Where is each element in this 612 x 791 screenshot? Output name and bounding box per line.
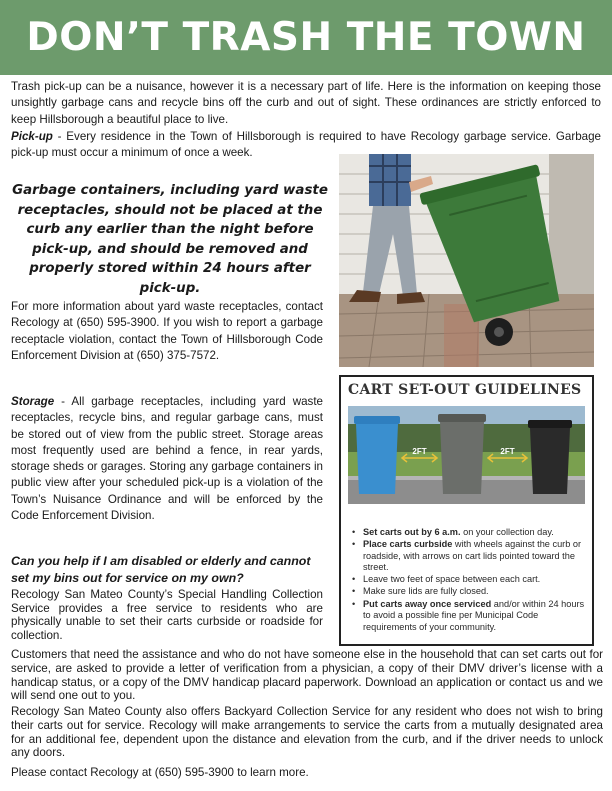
compost-cart-lid [438, 414, 486, 422]
special-handling-paragraph: Recology San Mateo County’s Special Handling Collection Service provides a free service to residents who are physically unable to set their carts curbside or roadside for collection. [11, 588, 323, 642]
callout-text: Garbage containers, including yard waste receptacles, should not be placed at the curb any earlier than the night before pick-up, and should be removed and properly stored within 24 hours after pick-up. [12, 183, 328, 296]
cart-spacing-illustration [348, 406, 585, 504]
guidelines-title: CART SET-OUT GUIDELINES [348, 382, 582, 398]
spacing-label-right: 2FT [500, 447, 515, 456]
wheelie-bin-photo [339, 154, 594, 367]
more-info-paragraph: For more information about yard waste receptacles, contact Recology at (650) 595-3900. If you wish to report a garbage receptacle violation, contact the Town of Hillsborough Code Enforcement Division at (650) 375-7572. [11, 300, 323, 362]
wheelie-bin-illustration [339, 154, 594, 367]
carts-image [348, 406, 585, 504]
pickup-text: - Every residence in the Town of Hillsborough is required to have Recology garbage service. Garbage pick-up must occur a minimum of once a week. [11, 130, 601, 160]
recycle-cart [356, 424, 398, 494]
title-banner [0, 0, 612, 75]
customers-paragraph: Customers that need the assistance and who do not have someone else in the household that can set carts out for service, are asked to provide a letter of verification from a physician, a copy of their DMV driver’s license with a handicap status, or a copy of the DMV handicap placard paperwork. Download an application or contact us and we will send one out to you. [11, 648, 603, 703]
guideline-item: • Put carts away once serviced and/or within 24 hours to avoid a possible fine per Municipal Code requirements of your community. [351, 599, 586, 634]
guidelines-list [351, 527, 586, 634]
compost-cart [440, 422, 484, 494]
guideline-item: • Make sure lids are fully closed. [351, 586, 586, 598]
contact-paragraph: Please contact Recology at (650) 595-3900 to learn more. [11, 766, 309, 779]
guideline-item: • Place carts curbside with wheels against the curb or roadside, with arrows on cart lids pointed toward the street. [351, 539, 586, 574]
spacing-label-left: 2FT [412, 447, 427, 456]
cart-guidelines-box [339, 375, 594, 646]
storage-label: Storage [11, 395, 55, 408]
storage-text: - All garbage receptacles, including yard waste receptacles, recycle bins, and regular garbage cans, must be stored out of view from the public street. Storage areas most frequently used are behind a fence, in rear yards, storage sheds or garages. Storing any garbage containers in public view after your scheduled pick-up is a violation of the Town’s Nuisance Ordinance and will be enforced by the Code Enforcement Division. [11, 395, 323, 523]
trash-cart [530, 428, 570, 494]
pickup-label: Pick-up [11, 130, 53, 143]
trash-cart-lid [528, 420, 572, 428]
question-heading: Can you help if I am disabled or elderly and cannot set my bins out for service on my own? [11, 554, 311, 585]
recycle-cart-lid [354, 416, 400, 424]
guideline-item: • Leave two feet of space between each cart. [351, 574, 586, 586]
page-title: DON’T TRASH THE TOWN [26, 15, 586, 60]
intro-paragraph: Trash pick-up can be a nuisance, however it is a necessary part of life. Here is the information on keeping those unsightly garbage cans and recycle bins off the curb and out of sight. These ordinances are strictly enforced to keep Hillsborough a beautiful place to live. [11, 80, 601, 126]
storage-paragraph [11, 394, 323, 524]
guideline-item: • Set carts out by 6 a.m. on your collection day. [351, 527, 586, 539]
backyard-paragraph: Recology San Mateo County also offers Backyard Collection Service for any resident who does not wish to bring their carts out for service. Recology will make arrangements to service the carts from a mutually designated area for an additional fee, dependent upon the distance and elevation from the curb, and if the driver needs to unlock any doors. [11, 705, 603, 760]
